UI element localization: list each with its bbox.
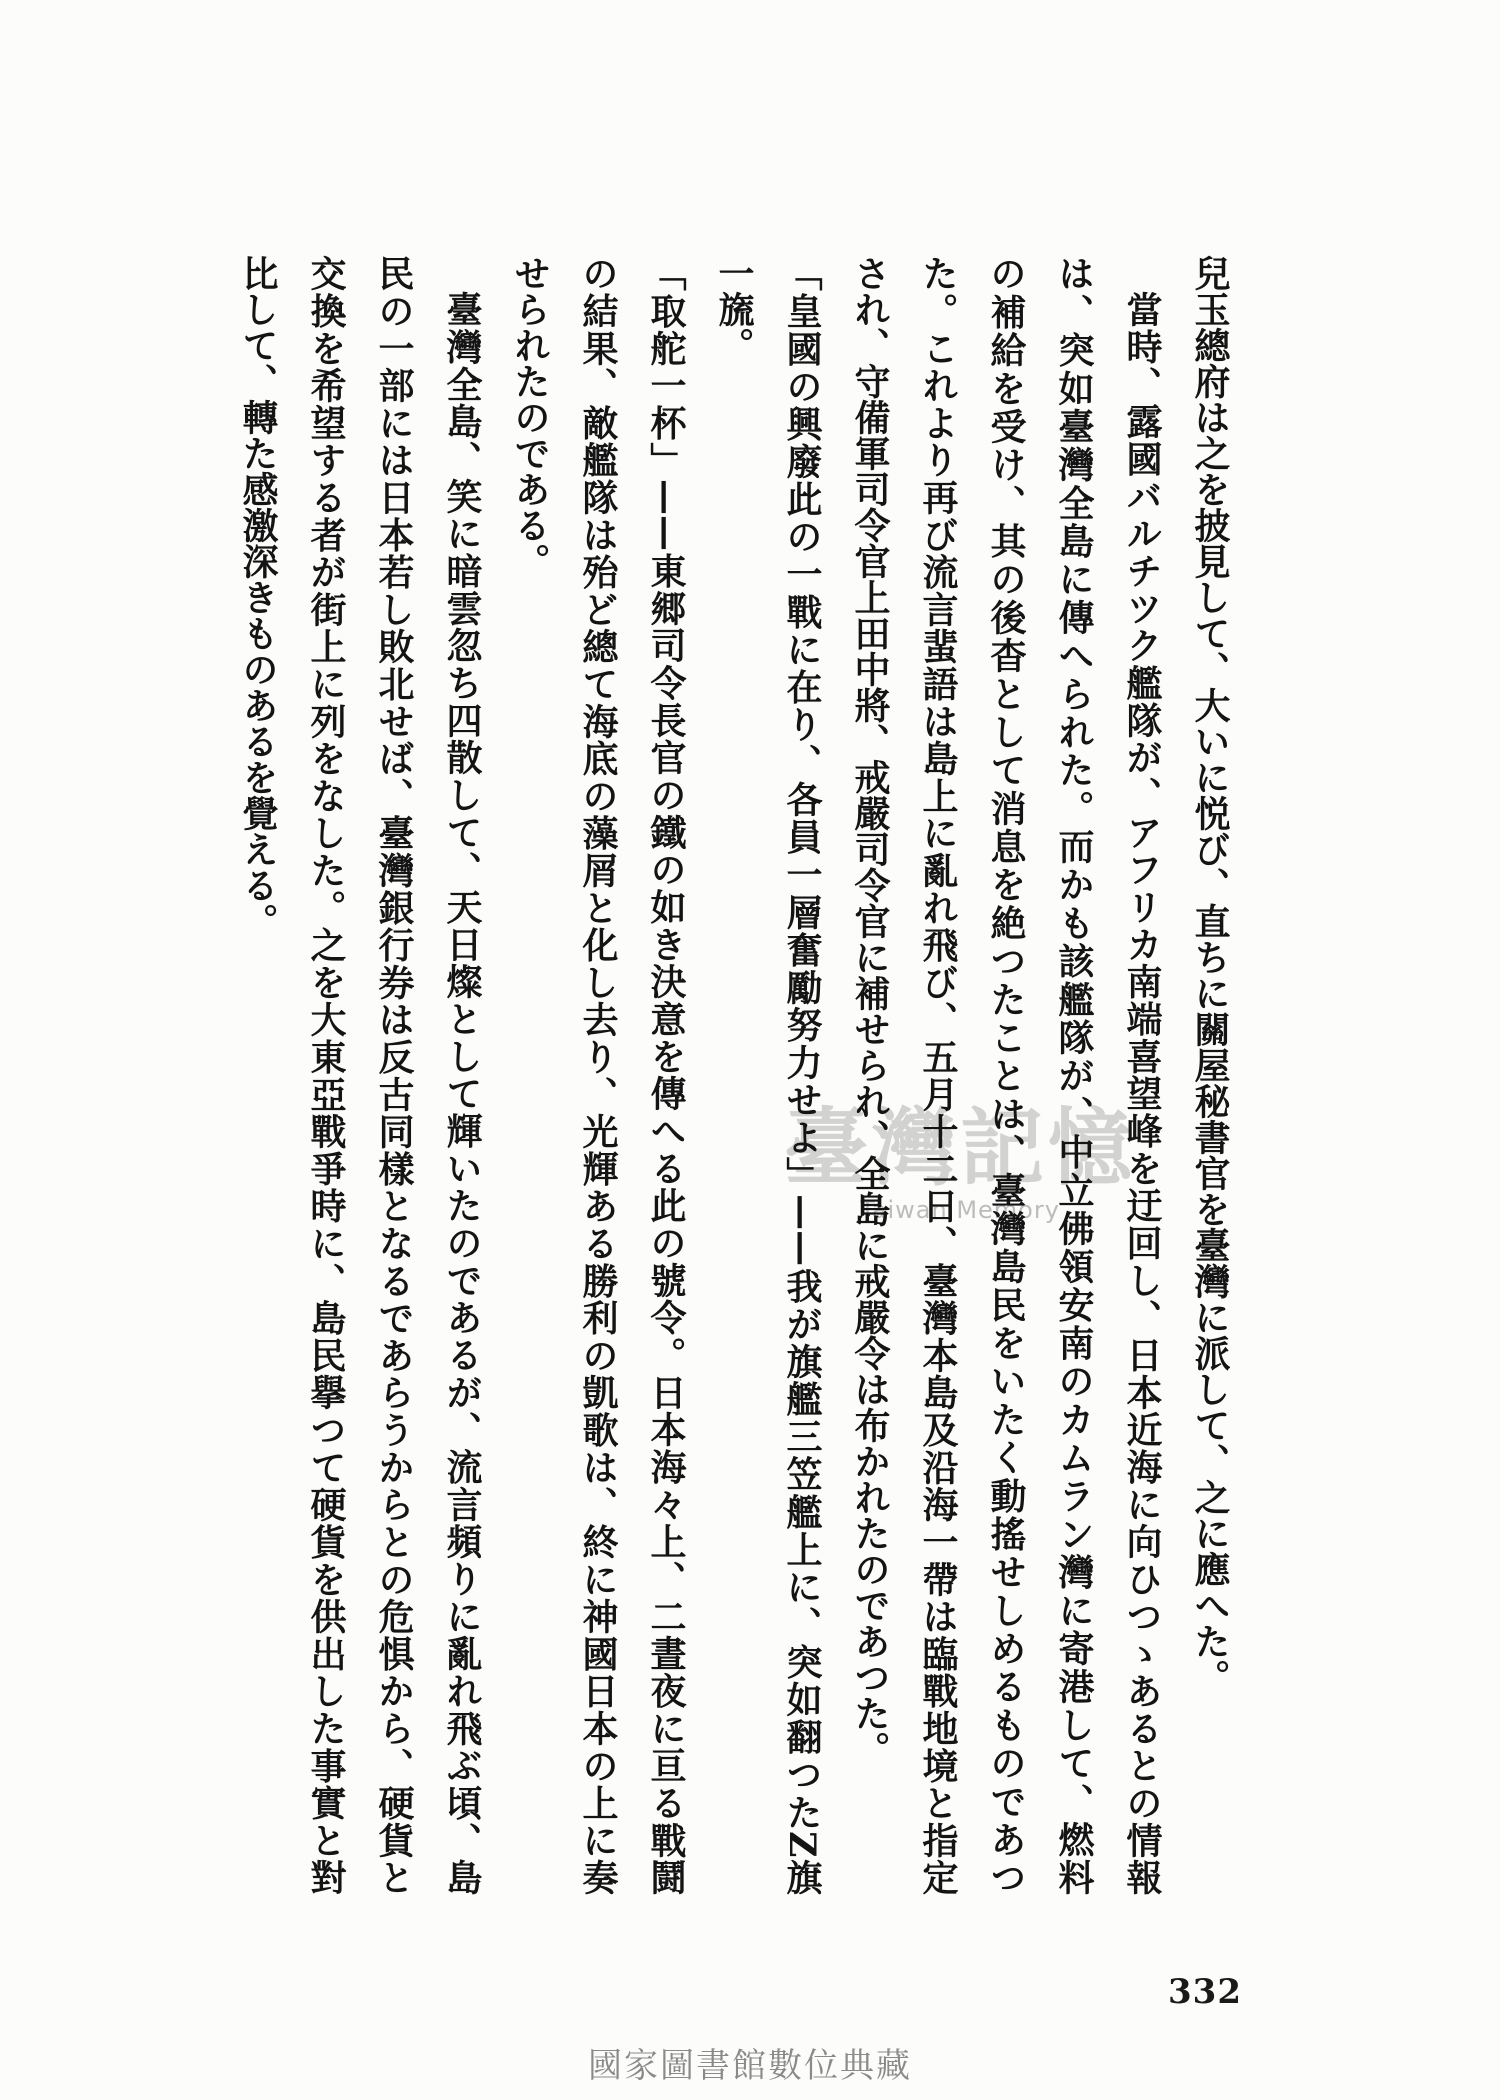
text-column: 一旒。: [713, 255, 755, 363]
text-column: は、突如臺灣全島に傳へられた。而かも該艦隊が、中立佛領安南のカムラン灣に寄港して、燃料: [1053, 255, 1095, 1895]
text-column: 比して、轉た感激深きものあるを覺える。: [237, 255, 279, 939]
text-column: せられたのである。: [509, 255, 551, 579]
page-number: 332: [1168, 1972, 1242, 2012]
text-column: され、守備軍司令官上田中將、戒嚴司令官に補せられ、全島に戒嚴令は布かれたのであつた。: [849, 255, 891, 1767]
text-column: 「皇國の興廢此の一戰に在り、各員一層奮勵努力せよ」——我が旗艦三笠艦上に、突如翻つたZ旗: [781, 255, 823, 1895]
text-column: た。これより再び流言蜚語は島上に亂れ飛び、五月十二日、臺灣本島及沿海一帶は臨戰地境と指定: [917, 255, 959, 1895]
footer-collection-label: 國家圖書館數位典藏: [588, 2046, 912, 2086]
text-column: 當時、露國バルチツク艦隊が、アフリカ南端喜望峰を迂回し、日本近海に向ひつゝあるとの情報: [1121, 291, 1163, 1895]
text-column: 交換を希望する者が街上に列をなした。之を大東亞戰爭時に、島民擧つて硬貨を供出した事實と對: [305, 255, 347, 1895]
text-column: 臺灣全島、笑に暗雲忽ち四散して、天日燦として輝いたのであるが、流言頻りに亂れ飛ぶ頃、島: [441, 291, 483, 1895]
text-column: の結果、敵艦隊は殆ど總て海底の藻屑と化し去り、光輝ある勝利の凱歌は、終に神國日本の上に奏: [577, 255, 619, 1895]
text-column: 兒玉總府は之を披見して、大いに悦び、直ちに關屋秘書官を臺灣に派して、之に應へた。: [1189, 255, 1231, 1695]
text-column: 「取舵一杯」——東郷司令長官の鐵の如き決意を傳へる此の號令。日本海々上、二晝夜に亘る戰鬪: [645, 255, 687, 1895]
text-column: の補給を受け、其の後杳として消息を絶つたことは、臺灣島民をいたく動搖せしめるものであつ: [985, 255, 1027, 1895]
watermark-title: 臺灣記憶: [783, 1098, 1136, 1197]
vertical-text-body: [224, 255, 1244, 1895]
text-column: 民の一部には日本若し敗北せば、臺灣銀行券は反古同樣となるであらうからとの危惧から、硬貨と: [373, 255, 415, 1895]
watermark-subtitle: Taiwan Memory: [860, 1196, 1060, 1224]
